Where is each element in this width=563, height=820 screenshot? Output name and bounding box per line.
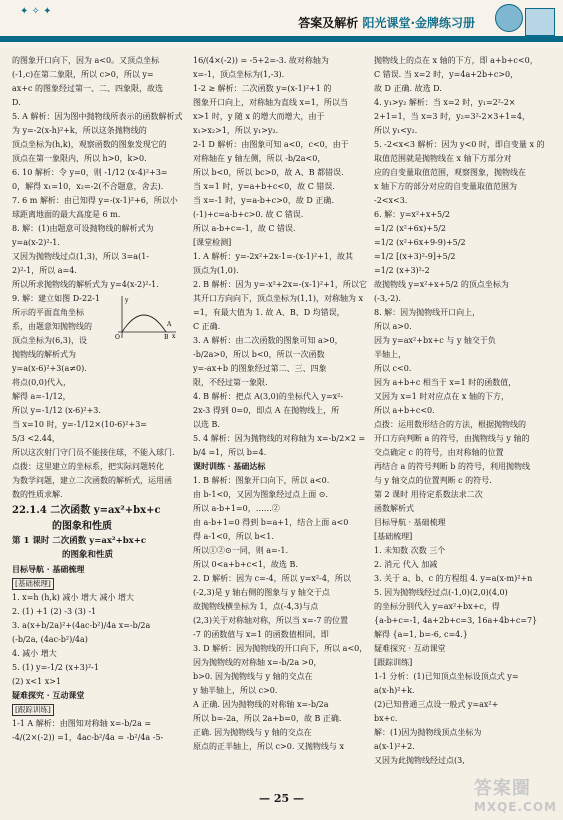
text-line: x=-1，顶点坐标为(1,-3). [193,70,285,79]
text-line: 解：(1)因为抛物线顶点坐标为 [374,728,482,737]
text-line: 限，不经过第一象限. [193,378,268,387]
text-line: 所以这次射门守门员不能接住球，不能入球门. [12,448,175,457]
text-line: (2)已知普通三点设一般式 y=ax²+ [374,700,499,709]
page-number: — 25 — [259,792,304,805]
text-line: (2,3)关于对称轴对称，所以当 x=-7 的位置 [193,616,349,625]
text-line: 系，由题意知抛物线的 [12,322,92,331]
page-header [0,0,563,48]
text-line: 顶点在第一象限内，所以 h>0，k>0. [12,154,147,163]
text-line: y=a(x-2)²-1. [12,238,60,247]
text-line: (2) x<1 x>1 [12,677,62,686]
text-line: 5. A 解析：因为图中抛物线所表示的函数解析式 [12,112,183,121]
text-line: 抛物线上的点在 x 轴的下方，即 a+b+c<0， [374,56,538,65]
text-line: 顶点坐标为(h,k)，观察函数的图象发现它的 [12,140,167,149]
text-line: 将点(0,0)代入， [12,378,71,387]
text-line: 解得 {a=1, b=-6, c=4.} [374,630,468,639]
text-line: -2<x<3. [374,196,408,205]
text-line: y 轴半轴上，所以 c>0. [193,686,278,695]
text-line: 6. 10 解析：令 y=0，则 -1/12 (x-4)²+3= [12,168,168,177]
b-label: B [164,334,169,340]
text-line: -7 的函数值与 x=1 的函数值相同，即 [193,630,329,639]
text-line: 2-1 D 解析：由图象可知 a<0，c<0，由于 [193,140,349,149]
text-line: 为 y=-2(x-h)²+k，所以这条抛物线的 [12,126,147,135]
text-line: 目标导航 · 基础梳理 [374,518,446,527]
text-line: 所示的平面直角坐标 [12,308,84,317]
text-line: 其开口方向向下，顶点坐标为(1,1)，对称轴为 x [193,294,364,303]
text-line: (-3,-2). [374,294,401,303]
text-line: 5. -2<x<3 解析：因为 y<0 时，即自变量 x 的 [374,140,545,149]
text-line: 原点的正半轴上，所以 c>0. 又抛物线与 x [193,742,344,751]
watermark-sub: MXQE.COM [473,800,557,814]
text-line: 因为抛物线的对称轴 x=-b/2a >0， [193,658,322,667]
text-line: 解得 a=-1/12， [12,392,71,401]
text-line: =1/2 [(x+3)²-9]+5/2 [374,252,456,261]
text-line: 的图象开口向下，因为 a<0。又顶点坐标 [12,56,160,65]
birds-icon: ✦ ✧ ✦ [20,6,52,17]
text-line: 6. 解：y=x²+x+5/2 [374,210,450,219]
track-line-1: 1-1 A 解析：由图知对称轴 x=-b/2a = [12,719,152,728]
text-line: 4. y₁>y₂ 解析：当 x=2 时，y₁=2²-2× [374,98,516,107]
text-line: 所以 b<0，所以 bc>0，故 A、B 都错误. [193,168,344,177]
text-line: b/4 =1，所以 b=4. [193,448,267,457]
text-line: 7. 6 m 解析：由已知得 y=-(x-1)²+6，所以小 [12,196,178,205]
text-line: 4. B 解析：把点 A(3,0)的坐标代入 y=x²- [193,392,344,401]
text-line: 因为 y=ax²+bx+c 与 y 轴交于负 [374,336,496,345]
text-line: =1，有最大值为 1. 故 A、B、D 均错误， [193,308,345,317]
text-line: 2. B 解析：因为 y=-x²+2x=-(x-1)²+1，所以它 [193,280,367,289]
text-line: 所以所求抛物线的解析式为 y=4(x-2)²-1. [12,280,159,289]
text-line: 数的性质求解. [12,490,63,499]
text-line: 开口方向判断 a 的符号，由抛物线与 y 轴的 [374,434,530,443]
text-line: a(x-h)²+k. [374,686,415,695]
text-line: 图象开口向上，对称轴为直线 x=1，所以当 [193,98,348,107]
text-line: 1. A 解析：y=-2x²+2x-1=-(x-1)²+1，故其 [193,252,353,261]
text-line: 2+1=1，当 x=3 时，y₂=3²-2×3+1=4， [374,112,530,121]
text-line: 疑难探究 · 互动课堂 [374,644,446,653]
text-line: 因为 a+b+c 相当于 x=1 时的函数值， [374,378,517,387]
text-line: 1. B 解析：图象开口向下，所以 a<0. [193,476,330,485]
column-left-text-b [12,633,188,688]
text-line: 故抛物线 y=x²+x+5/2 的顶点坐标为 [374,280,509,289]
x-label: x [172,333,176,340]
column-right-text [374,54,550,487]
text-line: 与 y 轴交点的位置判断 c 的符号. [374,476,492,485]
text-line: 球距离地面的最大高度是 6 m. [12,210,121,219]
watermark-logo [474,774,557,814]
text-line: 顶点坐标为(6,3)，设 [12,336,87,345]
text-line: 所以 a-b+1=0，……② [193,504,280,513]
text-line: =1/2 (x²+6x+9-9)+5/2 [374,238,466,247]
text-line: 当 x=10 时，y=-1/12×(10-6)²+3= [12,420,147,429]
text-line: 2. 消元 代入 加减 [374,560,438,569]
text-line: 点拨：运用数形结合的方法，根据抛物线的 [374,420,526,429]
text-line: 1-1 分析：(1)已知顶点坐标设顶点式 y= [374,672,519,681]
header-stripe [0,36,563,42]
text-line: 当 x=1 时，y=a+b+c<0，故 C 错误. [193,182,335,191]
text-line: 应的自变量取值范围，观察图象，抛物线在 [374,168,526,177]
text-line: 所以 a>0. [374,322,412,331]
text-line: 第 2 课时 用待定系数法求二次 [374,490,483,499]
text-line: 2x-3 得到 0=0，即点 A 在抛物线上，所 [193,406,340,415]
column-right-text-b [374,488,550,767]
text-line: 又因为此抛物线经过点(3, [374,756,465,765]
text-line: 以选 B. [193,420,220,429]
text-line: (-1)+c=a-b+c>0. 故 C 错误. [193,210,304,219]
text-line: b>0. 因为抛物线与 y 轴的交点在 [193,672,313,681]
text-line: 3. A 解析：由二次函数的图象可知 a>0， [193,336,343,345]
basic-line-1: 1. x=h (h,k) 减小 增大 减小 增大 [12,593,135,602]
text-line: x 轴下方的部分对应的自变量取值范围为 [374,182,518,191]
column-middle-text-b [193,474,369,753]
castle-icon [525,8,555,36]
basic-box: [基础梳理] [12,578,54,590]
text-line: D. [12,98,21,107]
text-line: 故抛物线横坐标为 1，点(-4,3)与点 [193,602,319,611]
text-line: 交点确定 c 的符号，由对称轴的位置 [374,448,504,457]
text-line: 2. D 解析：因为 c=-4，所以 y=x²-4，所以 [193,574,351,583]
text-line: 得 a-1<0，所以 b<1. [193,532,274,541]
column-middle-text [193,54,369,459]
nav-heading: 目标导航 · 基础梳理 [12,564,85,574]
parabola-curve [122,315,166,332]
text-line: 当 x=-1 时，y=a-b+c>0，故 D 正确. [193,196,334,205]
basic-line-2: 2. (1) +1 (2) -3 (3) -1 [12,607,97,616]
text-line: C 错误. 当 x=2 时，y=4a+2b+c>0， [374,70,519,79]
section-heading-cont: 的图象和性质 [52,521,112,532]
text-line: 取值范围就是抛物线在 x 轴下方部分对 [374,154,512,163]
text-line: 由 b-1<0，又因为图象经过点上面 ⊙. [193,490,329,499]
text-line: [基础梳理] [374,532,413,541]
text-line: y=a(x-6)²+3(a≠0). [12,364,87,373]
header-title-label: 答案及解析 [298,16,359,30]
text-line: 对称轴在 y 轴左侧，所以 -b/2a<0， [193,154,326,163]
text-line: [跟踪训练] [374,658,413,667]
text-line: 所以①②⊙一同，则 a=-1. [193,546,289,555]
text-line: x>1 时，y 随 x 的增大而增大，由于 [193,112,325,121]
column-left-text [12,54,188,501]
text-line: 的坐标分别代入 y=ax²+bx+c，得 [374,602,500,611]
text-line: 所以 b=-2a，所以 2a+b=0，故 B 正确. [193,714,342,723]
lesson-heading-cont: 的图象和性质 [62,550,114,560]
a-label: A [167,321,172,328]
text-line: 所以 y₁<y₂. [374,126,418,135]
lesson-heading: 第 1 课时 二次函数 y=ax²+bx+c [12,536,147,546]
text-line: bx+c. [374,714,398,723]
text-line: 5. (1) y=-1/2 (x+3)²-1 [12,663,99,672]
column-middle [193,54,369,754]
text-line: 5. 4 解析：因为抛物线的对称轴为 x=-b/2×2 = [193,434,366,443]
text-line: 所以 y=-1/12 (x-6)²+3. [12,406,101,415]
text-line: x₁>x₂>1，所以 y₁>y₂. [193,126,279,135]
text-line: y=-ax+b 的图象经过第二、三、四象 [193,364,327,373]
text-line: ax+c 的图象经过第一、二、四象限，故选 [12,84,164,93]
text-line: 函数解析式 [374,504,414,513]
text-line: 为数学问题，建立二次函数的解析式，运用函 [12,476,172,485]
text-line: 点拨：这里建立的坐标系，把实际问题转化 [12,462,164,471]
text-line: (-2,3)是 y 轴右侧的图象与 y 轴交于点 [193,588,330,597]
origin-label: O [115,334,120,340]
section-heading: 22.1.4 二次函数 y=ax²+bx+c [12,505,161,516]
watermark-main: 答案圈 [473,778,531,799]
text-line: 8. 解：(1)由题意可设抛物线的解析式为 [12,224,154,233]
text-line: =1/2 (x+3)²-2 [374,266,430,275]
column-right [374,54,550,768]
text-line: 顶点为(1,0). [193,266,239,275]
text-line: 1. 未知数 次数 三个 [374,546,446,555]
text-line: 所以 c<0. [374,364,412,373]
text-line: 所以 0<a+b+c<1，故选 B. [193,560,298,569]
text-line: 9. 解：建立如图 D-22-1 [12,294,100,303]
header-brand: 阳光课堂·金牌练习册 [362,16,475,30]
text-line: 半轴上， [374,350,406,359]
basic-line-3: 3. a(x+b/2a)²+(4ac-b²)/4a x=-b/2a [12,621,151,630]
text-line: 再结合 a 的符号判断 b 的符号，利用抛物线 [374,462,531,471]
text-line: 3. 关于 a、b、c 的方程组 4. y=a(x-m)²+n [374,574,533,583]
text-line: =1/2 (x²+6x)+5/2 [374,224,446,233]
text-line: 2)²-1，所以 a=4. [12,266,77,275]
column-left [12,54,188,745]
text-line: 故 D 正确. 故选 D. [374,84,442,93]
text-line: C 正确. [193,322,221,331]
text-line: -b/2a>0，所以 b<0，所以一次函数 [193,350,325,359]
text-line: 所以 a+b+c<0. [374,406,435,415]
text-line: 0，解得 x₁=10，x₂=-2(不合题意，舍去). [12,182,164,191]
text-line: 8. 解：因为抛物线开口向上， [374,308,481,317]
globe-icon [495,4,523,32]
text-line: 又因为 x=1 时对应点在 x 轴的下方， [374,392,509,401]
explore-heading: 疑难探究 · 互动课堂 [12,690,85,700]
header-title [298,14,475,31]
parabola-figure [112,294,178,340]
text-line: 1-2 ≥ 解析：二次函数 y=(x-1)²+1 的 [193,84,332,93]
text-line: 由 a-b+1=0 得到 b=a+1，结合上面 a<0 [193,518,349,527]
text-line: 5. 因为抛物线经过点(-1,0)(2,0)(4,0) [374,588,508,597]
text-line: A 正确. 因为抛物线的对称轴 x=-b/2a [193,700,329,709]
text-line: 所以 a-b+c=-1，故 C 错误. [193,224,296,233]
text-line: 又因为抛物线过点(1,3)，所以 3=a(1- [12,252,149,261]
text-line: 抛物线的解析式为 [12,350,76,359]
track-line-2: -4/(2×(-2)) =1，4ac-b²/4a = -b²/4a -5- [12,733,164,742]
text-line: {a-b+c=-1, 4a+2b+c=3, 16a+4b+c=7} [374,616,538,625]
text-line: 16/(4×(-2)) = -5+2=-3. 故对称轴为 [193,56,329,65]
track-box: [跟踪训练] [12,704,54,716]
text-line: a(x-1)²+2. [374,742,415,751]
text-line: (-b/2a, (4ac-b²)/4a) [12,635,88,644]
text-line: 正确. 因为抛物线与 y 轴的交点在 [193,728,312,737]
text-line: [课堂检测] [193,238,232,247]
text-line: (-1,c)在第二象限，所以 c>0，所以 y= [12,70,154,79]
classwork-heading: 课时训练 · 基础达标 [193,461,266,471]
text-line: 4. 减小 增大 [12,649,57,658]
text-line: 5/3 <2.44， [12,434,60,443]
text-line: 3. D 解析：因为抛物线的开口向下，所以 a<0， [193,644,368,653]
y-label: y [125,297,129,304]
